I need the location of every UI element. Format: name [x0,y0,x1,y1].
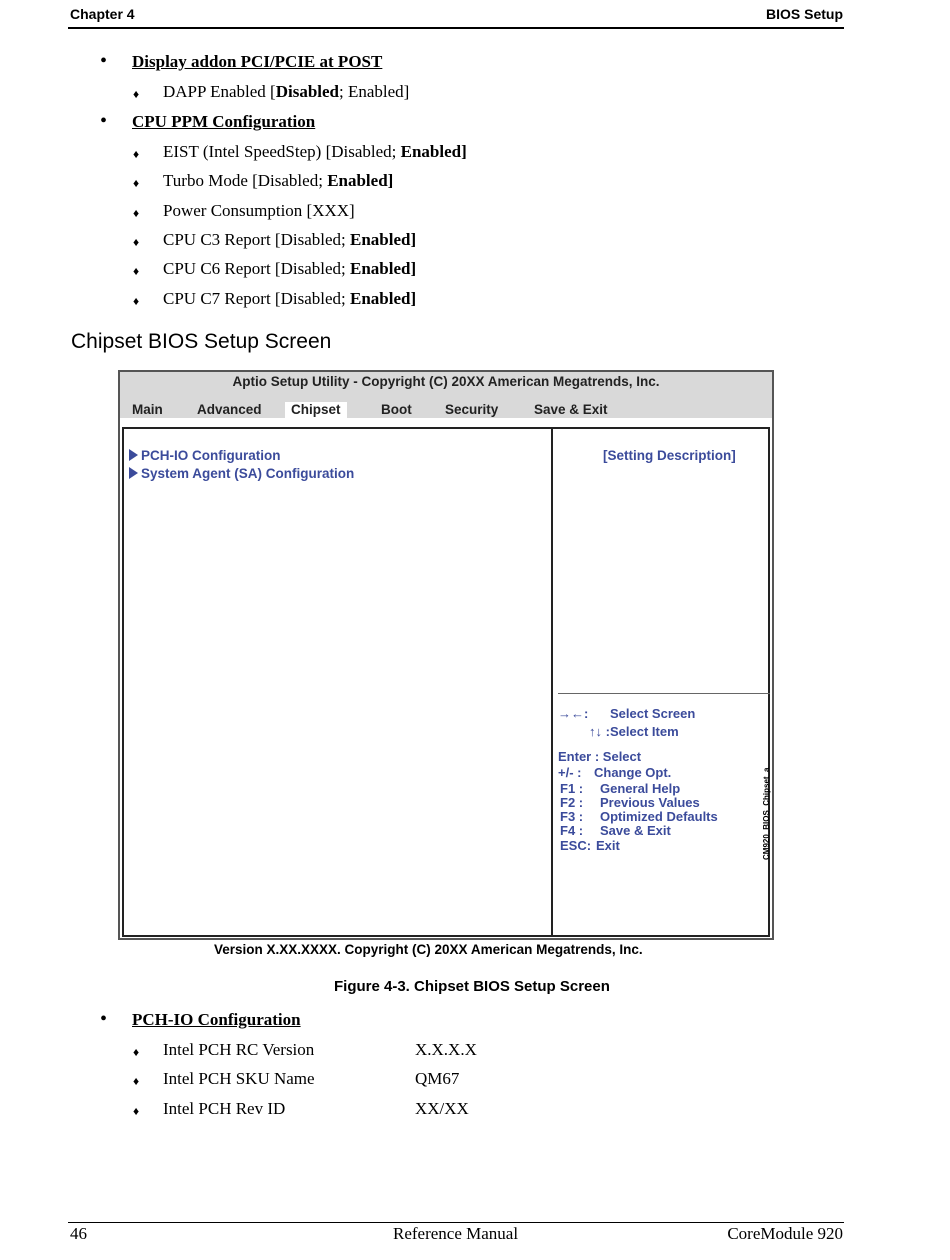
section-title: PCH-IO Configuration [132,1010,301,1029]
setting-item: CPU C6 Report [Disabled; Enabled] [163,259,417,278]
diamond-bullet: ♦ [133,264,140,278]
section-bullet: • [100,110,108,132]
setting-item: DAPP Enabled [Disabled; Enabled] [163,82,410,101]
bios-screen [118,370,774,940]
setting-item: Turbo Mode [Disabled; Enabled] [163,171,394,190]
footer-rule [68,1222,844,1223]
section-bullet: • [100,1008,108,1030]
help-line: ESC: Exit [560,838,620,853]
setting-description: [Setting Description] [603,448,736,463]
setting-item: CPU C7 Report [Disabled; Enabled] [163,289,417,308]
tab-security[interactable]: Security [445,402,499,417]
help-line: F3 : Optimized Defaults [560,809,718,824]
diamond-bullet: ♦ [133,1045,140,1059]
tab-advanced[interactable]: Advanced [197,402,262,417]
help-line: →←: Select Screen [558,706,696,721]
diamond-bullet: ♦ [133,294,140,308]
bios-title-bar [120,372,772,418]
tab-chipset[interactable]: Chipset [285,402,347,418]
info-label: Intel PCH Rev ID [163,1099,286,1118]
page-number: 46 [70,1224,87,1243]
menu-item-system-agent[interactable]: System Agent (SA) Configuration [129,466,354,481]
header-rule [68,27,844,29]
help-divider [558,693,770,694]
help-line: ↑↓ :Select Item [589,724,679,739]
diamond-bullet: ♦ [133,176,140,190]
section-title: CPU PPM Configuration [132,112,316,131]
tab-boot[interactable]: Boot [381,402,412,417]
info-value: QM67 [415,1069,460,1088]
help-line: Enter : Select [558,749,642,764]
bios-main-panel [122,427,770,937]
info-label: Intel PCH RC Version [163,1040,315,1059]
bios-title: Aptio Setup Utility - Copyright (C) 20XX American Megatrends, Inc. [232,374,660,389]
submenu-arrow-icon [129,467,138,479]
tab-save-exit[interactable]: Save & Exit [534,402,608,417]
setting-item: Power Consumption [XXX] [163,201,355,220]
help-line: +/- : Change Opt. [558,765,672,780]
diamond-bullet: ♦ [133,235,140,249]
tab-main[interactable]: Main [132,402,163,417]
setting-item: EIST (Intel SpeedStep) [Disabled; Enabled] [163,142,467,161]
footer-right: CoreModule 920 [727,1224,843,1243]
figure-caption: Figure 4-3. Chipset BIOS Setup Screen [334,978,610,995]
info-value: X.X.X.X [415,1040,477,1059]
diamond-bullet: ♦ [133,147,140,161]
section-heading: Chipset BIOS Setup Screen [71,330,332,353]
section-bullet: • [100,50,108,72]
info-label: Intel PCH SKU Name [163,1069,315,1088]
section-label: BIOS Setup [765,6,843,22]
section-title: Display addon PCI/PCIE at POST [132,52,383,71]
help-line: F4 : Save & Exit [560,823,671,838]
bios-version: Version X.XX.XXXX. Copyright (C) 20XX American Megatrends, Inc. [214,942,643,957]
figure-id-label: CM920_BIOS_Chipset_a [762,767,771,860]
submenu-arrow-icon [129,449,138,461]
diamond-bullet: ♦ [133,1104,140,1118]
help-line: F2 : Previous Values [560,795,700,810]
diamond-bullet: ♦ [133,1074,140,1088]
diamond-bullet: ♦ [133,87,140,101]
footer-center: Reference Manual [393,1224,519,1243]
diamond-bullet: ♦ [133,206,140,220]
panel-divider [551,429,553,935]
menu-item-pch-io[interactable]: PCH-IO Configuration [129,448,280,463]
chapter-label: Chapter 4 [70,6,135,22]
info-value: XX/XX [415,1099,469,1118]
setting-item: CPU C3 Report [Disabled; Enabled] [163,230,417,249]
help-line: F1 : General Help [560,781,681,796]
